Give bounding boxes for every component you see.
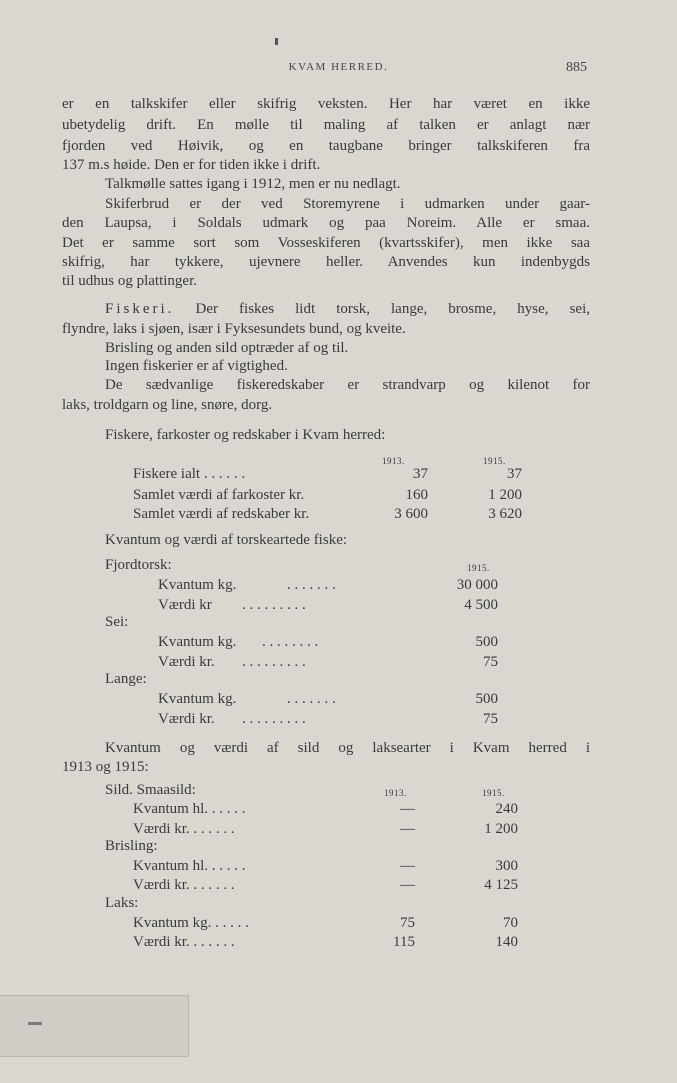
table3-cell: — — [400, 821, 415, 837]
table2-row-label: Værdi kr. — [158, 654, 215, 670]
table3-cell: 4 125 — [484, 877, 518, 893]
scan-tab-artifact — [0, 995, 189, 1057]
table3-row-label: Kvantum kg. . . . . . — [133, 915, 249, 931]
table3-cell: 115 — [393, 934, 415, 950]
table1-cell: 160 — [405, 487, 428, 503]
table1-cell: 3 600 — [394, 506, 428, 522]
table3-cell: 70 — [503, 915, 518, 931]
table3-row-label: Værdi kr. . . . . . . — [133, 877, 235, 893]
table3-caption: Kvantum og værdi af sild og laksearter i Kvam herred i — [105, 740, 590, 756]
table3-cell: 240 — [495, 801, 518, 817]
table2-dots: . . . . . . . — [287, 691, 336, 707]
table3-year-1915: 1915. — [482, 788, 505, 798]
table3-cell: 75 — [400, 915, 415, 931]
body-line: Talkmølle sattes igang i 1912, men er nu nedlagt. — [105, 176, 401, 192]
table2-cell: 500 — [475, 634, 498, 650]
table1-row-label: Fiskere ialt . . . . . . — [133, 466, 246, 482]
body-line: ubetydelig drift. En mølle til maling af talken er anlagt nær — [62, 117, 590, 133]
body-line: Det er samme sort som Vosseskiferen (kvartsskifer), men ikke saa — [62, 235, 590, 251]
tab-mark — [28, 1022, 42, 1025]
running-header: KVAM HERRED. — [288, 61, 389, 73]
table2-row-label: Kvantum kg. — [158, 577, 237, 593]
print-mark — [275, 38, 278, 45]
body-line: er en talkskifer eller skifrig veksten. Her har været en ikke — [62, 96, 590, 112]
table2-group: Fjordtorsk: — [105, 557, 172, 573]
table2-dots: . . . . . . . . . — [242, 597, 306, 613]
table2-row-label: Værdi kr. — [158, 711, 215, 727]
table3-year-1913: 1913. — [384, 788, 407, 798]
body-line: De sædvanlige fiskeredskaber er strandvarp og kilenot for — [105, 377, 590, 393]
body-line: Ingen fiskerier er af vigtighed. — [105, 358, 288, 374]
table2-year: 1915. — [467, 563, 490, 573]
table1-cell: 37 — [507, 466, 522, 482]
table3-cell: — — [400, 877, 415, 893]
table1-cell: 1 200 — [488, 487, 522, 503]
table2-caption: Kvantum og værdi af torskeartede fiske: — [105, 532, 348, 548]
fiskeri-first-rest: Der fiskes lidt torsk, lange, brosme, hyse, sei, — [195, 301, 591, 317]
table2-group: Sei: — [105, 614, 129, 630]
table1-year-1915: 1915. — [483, 456, 506, 466]
table3-row-label: Kvantum hl. . . . . . — [133, 801, 246, 817]
table3-row-label: Kvantum hl. . . . . . — [133, 858, 246, 874]
body-line: Brisling og anden sild optræder af og til. — [105, 340, 349, 356]
page-number: 885 — [566, 60, 587, 75]
body-line: flyndre, laks i sjøen, især i Fyksesundets bund, og kveite. — [62, 321, 406, 337]
table2-cell: 30 000 — [456, 577, 498, 593]
table2-cell: 500 — [475, 691, 498, 707]
body-line: skifrig, har tykkere, ujevnere heller. Anvendes kun indenbygds — [62, 254, 590, 270]
table2-cell: 75 — [483, 654, 498, 670]
table3-row-label: Værdi kr. . . . . . . — [133, 934, 235, 950]
body-line: til udhus og plattinger. — [62, 273, 197, 289]
body-line: den Laupsa, i Soldals udmark og paa Noreim. Alle er smaa. — [62, 215, 590, 231]
body-line: laks, troldgarn og line, snøre, dorg. — [62, 397, 273, 413]
table3-group: Sild. Smaasild: — [105, 782, 196, 798]
table3-cell: — — [400, 801, 415, 817]
table1-year-1913: 1913. — [382, 456, 405, 466]
table3-group: Brisling: — [105, 838, 158, 854]
table2-row-label: Værdi kr — [158, 597, 212, 613]
table2-dots: . . . . . . . . . — [242, 711, 306, 727]
fiskeri-heading: Fiskeri. — [105, 301, 175, 317]
table3-cell: 1 200 — [484, 821, 518, 837]
table2-dots: . . . . . . . . . — [242, 654, 306, 670]
table3-row-label: Værdi kr. . . . . . . — [133, 821, 235, 837]
fiskeri-first-line — [105, 299, 590, 320]
body-line: Skiferbrud er der ved Storemyrene i udmarken under gaar- — [105, 196, 590, 212]
body-line: fjorden ved Høivik, og en taugbane bringer talkskiferen fra — [62, 138, 590, 154]
table2-cell: 4 500 — [464, 597, 498, 613]
table3-cell: — — [400, 858, 415, 874]
table2-row-label: Kvantum kg. — [158, 634, 237, 650]
table3-cell: 140 — [495, 934, 518, 950]
table2-group: Lange: — [105, 671, 147, 687]
table3-group: Laks: — [105, 895, 139, 911]
table2-cell: 75 — [483, 711, 498, 727]
table3-cell: 300 — [495, 858, 518, 874]
table1-row-label: Samlet værdi af farkoster kr. — [133, 487, 305, 503]
table2-dots: . . . . . . . — [287, 577, 336, 593]
table3-caption-cont: 1913 og 1915: — [62, 759, 149, 775]
table1-row-label: Samlet værdi af redskaber kr. — [133, 506, 310, 522]
table1-cell: 3 620 — [488, 506, 522, 522]
table1-cell: 37 — [413, 466, 428, 482]
table2-dots: . . . . . . . . — [262, 634, 319, 650]
table1-caption: Fiskere, farkoster og redskaber i Kvam herred: — [105, 427, 386, 443]
table2-row-label: Kvantum kg. — [158, 691, 237, 707]
body-line: 137 m.s høide. Den er for tiden ikke i drift. — [62, 157, 321, 173]
